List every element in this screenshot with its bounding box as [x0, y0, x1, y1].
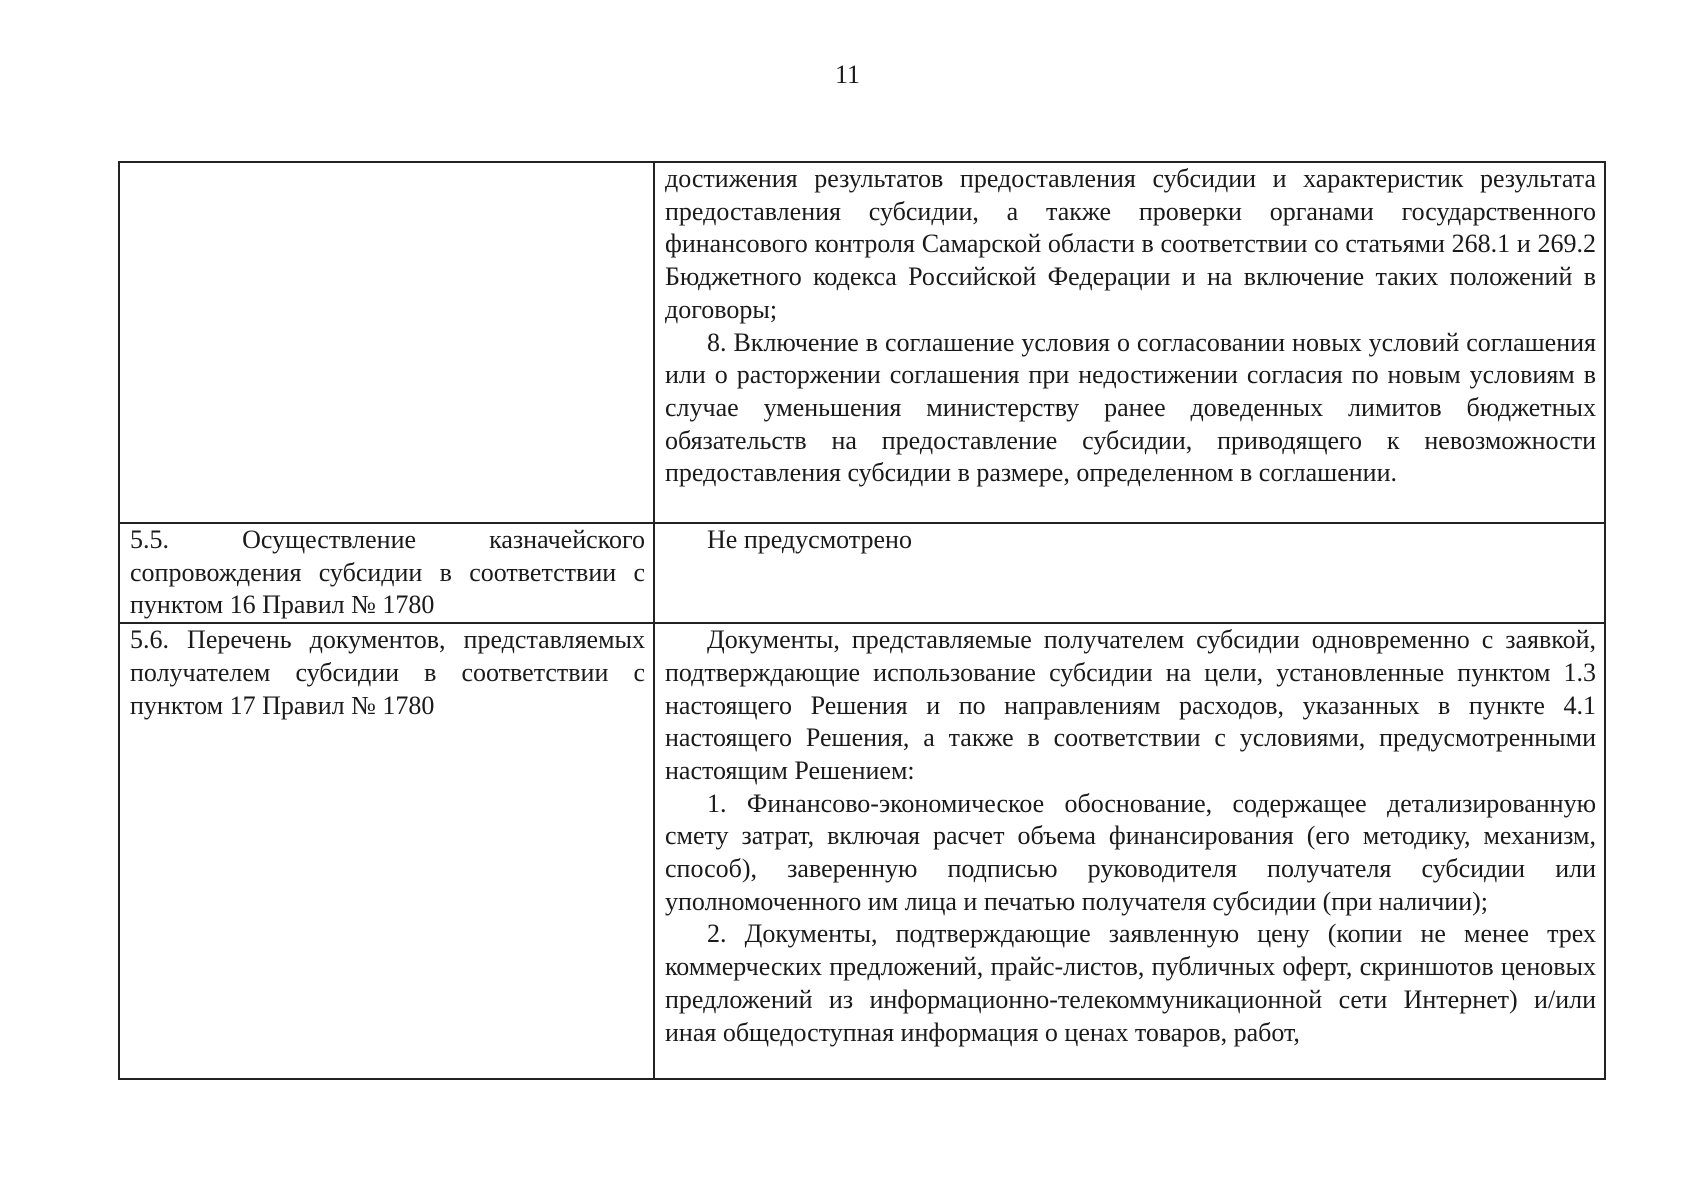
right-cell: [654, 162, 1605, 523]
left-cell: [119, 623, 654, 1079]
paragraph: 1. Финансово-экономическое обоснование, содержащее детализированную смету затрат, включая расчет объема финансирования (его методику, механизм, способ), заверенную подписью руководителя получателя субсидии или уполномоченного им лица и печатью получателя субсидии (при наличии);: [665, 788, 1596, 916]
left-cell-text: 5.6. Перечень документов, представляемых получателем субсидии в соответствии с пунктом 17 Правил № 1780: [130, 625, 645, 720]
right-cell: [654, 523, 1605, 623]
left-cell-text: 5.5. Осуществление казначейского сопровождения субсидии в соответствии с пунктом 16 Правил № 1780: [130, 525, 645, 620]
left-cell: [119, 523, 654, 623]
document-table: [118, 161, 1606, 1080]
right-cell: [654, 623, 1605, 1079]
paragraph: достижения результатов предоставления субсидии и характеристик результата предоставления субсидии, а также проверки органами государственного финансового контроля Самарской области в соответствии со статьями 268.1 и 269.2 Бюджетного кодекса Российской Федерации и на включение таких положений в договоры;: [665, 164, 1596, 324]
paragraph: Не предусмотрено: [707, 525, 912, 554]
table-row: [119, 523, 1605, 623]
left-cell: [119, 162, 654, 523]
table-row: [119, 162, 1605, 523]
page-number: 11: [834, 60, 861, 89]
paragraph: Документы, представляемые получателем субсидии одновременно с заявкой, подтверждающие использование субсидии на цели, установленные пунктом 1.3 настоящего Решения и по направлениям расходов, указанных в пункте 4.1 настоящего Решения, а также в соответствии с условиями, предусмотренными настоящим Решением:: [665, 625, 1596, 785]
paragraph: 8. Включение в соглашение условия о согласовании новых условий соглашения или о расторжении соглашения при недостижении согласия по новым условиям в случае уменьшения министерству ранее доведенных лимитов бюджетных обязательств на предоставление субсидии, приводящего к невозможности предоставления субсидии в размере, определенном в соглашении.: [665, 327, 1596, 488]
paragraph: 2. Документы, подтверждающие заявленную цену (копии не менее трех коммерческих предложений, прайс-листов, публичных оферт, скриншотов ценовых предложений из информационно-телекоммуникационной сети Интернет) и/или иная общедоступная информация о ценах товаров, работ,: [665, 919, 1596, 1047]
table-row: [119, 623, 1605, 1079]
